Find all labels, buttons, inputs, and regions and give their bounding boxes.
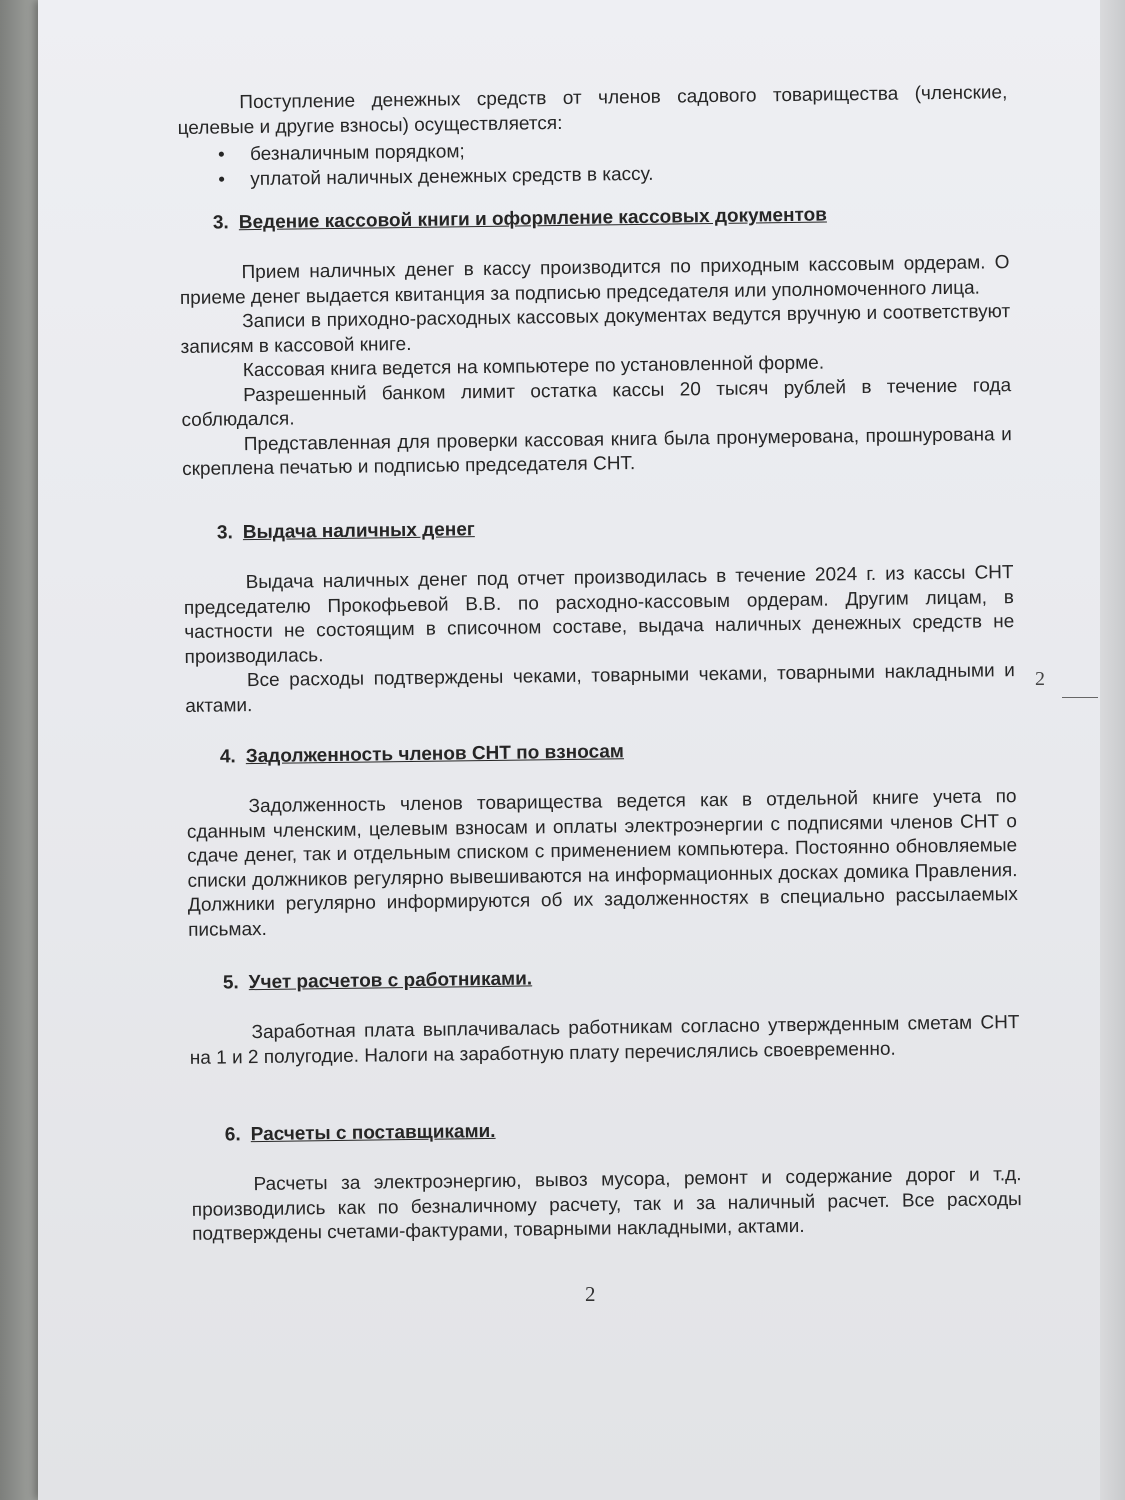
paragraph: Прием наличных денег в кассу производится по приходным кассовым ордерам. О приеме денег выдается квитанция за подписью председателя или уполномоченного лица. bbox=[179, 252, 1010, 309]
margin-page-number: 2 bbox=[1035, 668, 1045, 690]
section-number: 6. bbox=[224, 1124, 241, 1146]
section-title: Ведение кассовой книги и оформление кассовых документов bbox=[238, 204, 827, 234]
section-number: 3. bbox=[216, 522, 233, 544]
paragraph: Расчеты за электроэнергию, вывоз мусора, ремонт и содержание дорог и т.д. производились как по безналичному расчету, так и за наличный расчет. Все расходы подтверждены счетами-фактурами, товарными накладными, актами. bbox=[191, 1164, 1022, 1245]
paragraph: Представленная для проверки кассовая книга была пронумерована, прошнурована и скреплена печатью и подписью председателя СНТ. bbox=[182, 423, 1012, 480]
list-item: • безналичным порядком; bbox=[218, 133, 1008, 168]
paragraph: Задолженность членов товарищества ведется как в отдельной книге учета по сданным членским, целевым взносам и оплаты электроэнергии с подписями членов СНТ о сдаче денег, так и отдельным списком с применением компьютера. Постоянно обновляемые списки должников регулярно вывешиваются на информационных досках домика Правления. Должники регулярно информируются об их задолженностях в специально рассылаемых письмах. bbox=[186, 786, 1018, 941]
paragraph: Записи в приходно-расходных кассовых документах ведутся вручную и соответствуют записям в кассовой книге. bbox=[180, 301, 1011, 358]
section-number: 5. bbox=[222, 972, 239, 994]
section-title: Расчеты с поставщиками. bbox=[250, 1120, 496, 1146]
list-item: • уплатой наличных денежных средств в кассу. bbox=[218, 158, 1008, 193]
section-title: Задолженность членов СНТ по взносам bbox=[245, 741, 625, 768]
desk-background bbox=[0, 0, 40, 1500]
underlying-sheet-edge bbox=[1100, 0, 1125, 1500]
page-number: 2 bbox=[585, 1282, 596, 1306]
paragraph: Все расходы подтверждены чеками, товарными чеками, товарными накладными и актами. bbox=[185, 660, 1015, 717]
margin-line bbox=[1062, 697, 1098, 698]
section-title: Выдача наличных денег bbox=[242, 519, 475, 544]
paragraph: Выдача наличных денег под отчет производилась в течение 2024 г. из кассы СНТ председателю Прокофьевой В.В. по расходно-кассовым ордерам. Другим лицам, в частности не состоящим в списочном составе, выдача наличных денежных средств не производилась. bbox=[183, 562, 1015, 668]
section-title: Учет расчетов с работниками. bbox=[248, 968, 533, 994]
section-number: 3. bbox=[212, 212, 229, 234]
paragraph: Кассовая книга ведется на компьютере по установленной форме. bbox=[242, 352, 825, 382]
intro-paragraph: Поступление денежных средств от членов садового товарищества (членские, целевые и другие взносы) осуществляется: bbox=[177, 82, 1008, 139]
paragraph: Разрешенный банком лимит остатка кассы 20 тысяч рублей в течение года соблюдался. bbox=[181, 374, 1012, 431]
section-body-suppliers bbox=[191, 1163, 1022, 1247]
section-body-debts bbox=[186, 785, 1018, 943]
section-number: 4. bbox=[219, 746, 236, 768]
section-body-cash-issue bbox=[183, 561, 1015, 719]
paragraph: Заработная плата выплачивалась работникам согласно утвержденным сметам СНТ на 1 и 2 полугодие. Налоги на заработную плату перечислялись своевременно. bbox=[189, 1012, 1020, 1069]
section-body-cashbook bbox=[179, 251, 1012, 482]
